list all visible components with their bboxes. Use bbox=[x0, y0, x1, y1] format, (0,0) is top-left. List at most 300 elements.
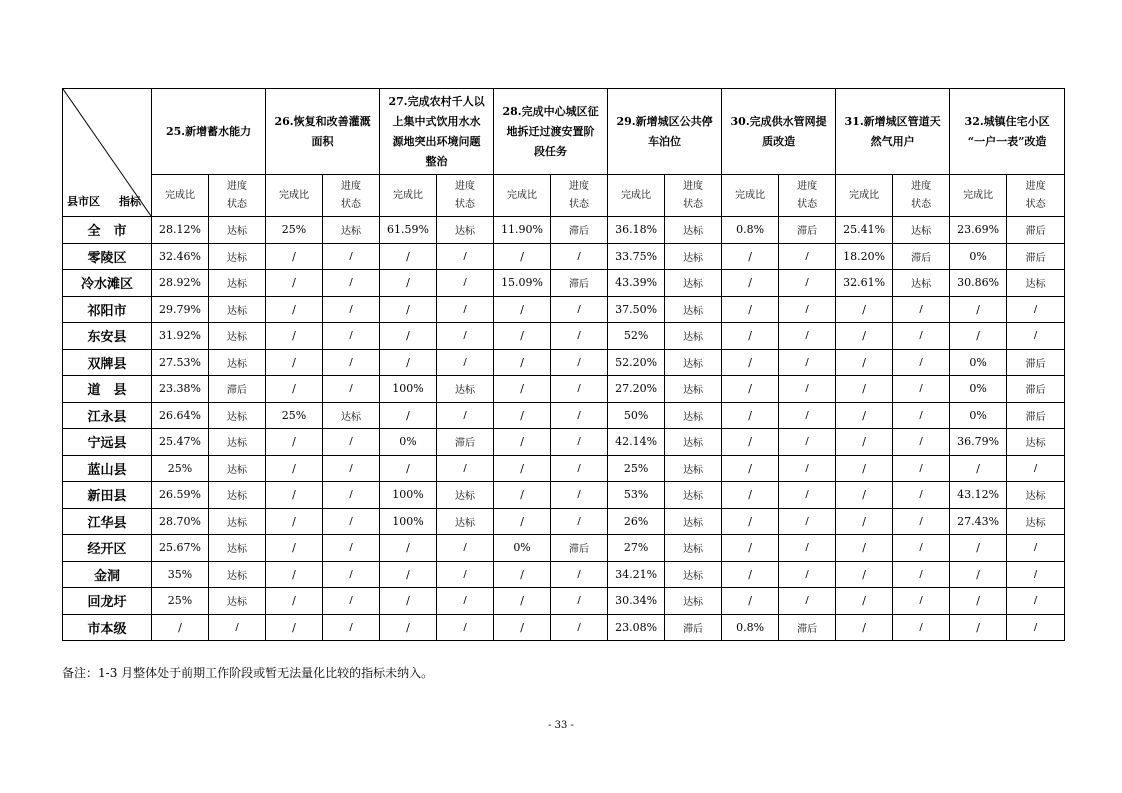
ratio-cell: 52.20% bbox=[608, 349, 665, 376]
status-cell: 滞后 bbox=[551, 217, 608, 244]
ratio-cell: 53% bbox=[608, 482, 665, 509]
ratio-cell: / bbox=[836, 482, 893, 509]
status-cell: / bbox=[893, 402, 950, 429]
region-axis-label: 县市区 bbox=[67, 195, 100, 208]
ratio-cell: / bbox=[722, 561, 779, 588]
ratio-cell: / bbox=[380, 561, 437, 588]
ratio-cell: 0% bbox=[950, 376, 1007, 403]
status-subheader: 进度 状态 bbox=[1007, 175, 1065, 217]
status-cell: / bbox=[323, 296, 380, 323]
status-cell: / bbox=[323, 323, 380, 350]
status-cell: / bbox=[1007, 296, 1065, 323]
status-cell: / bbox=[779, 402, 836, 429]
ratio-cell: / bbox=[494, 429, 551, 456]
ratio-cell: / bbox=[266, 376, 323, 403]
ratio-cell: 0% bbox=[494, 535, 551, 562]
ratio-cell: / bbox=[722, 588, 779, 615]
ratio-cell: / bbox=[722, 296, 779, 323]
status-cell: 达标 bbox=[665, 296, 722, 323]
ratio-cell: 42.14% bbox=[608, 429, 665, 456]
status-cell: / bbox=[323, 508, 380, 535]
ratio-cell: 100% bbox=[380, 376, 437, 403]
status-cell: / bbox=[1007, 323, 1065, 350]
ratio-cell: / bbox=[494, 243, 551, 270]
status-cell: / bbox=[323, 429, 380, 456]
region-cell: 全 市 bbox=[63, 217, 152, 244]
region-cell: 市本级 bbox=[63, 614, 152, 641]
ratio-cell: / bbox=[266, 323, 323, 350]
region-cell: 双牌县 bbox=[63, 349, 152, 376]
ratio-cell: 26.64% bbox=[152, 402, 209, 429]
ratio-cell: / bbox=[836, 561, 893, 588]
status-cell: 滞后 bbox=[1007, 402, 1065, 429]
status-cell: 达标 bbox=[209, 349, 266, 376]
status-cell: 滞后 bbox=[551, 270, 608, 297]
status-cell: / bbox=[437, 455, 494, 482]
status-cell: 达标 bbox=[437, 217, 494, 244]
ratio-cell: / bbox=[266, 243, 323, 270]
status-cell: / bbox=[551, 588, 608, 615]
ratio-cell: / bbox=[266, 349, 323, 376]
status-cell: / bbox=[323, 270, 380, 297]
region-cell: 金洞 bbox=[63, 561, 152, 588]
ratio-cell: 18.20% bbox=[836, 243, 893, 270]
status-cell: / bbox=[437, 535, 494, 562]
ratio-cell: / bbox=[722, 376, 779, 403]
ratio-cell: / bbox=[950, 561, 1007, 588]
ratio-cell: 25% bbox=[266, 402, 323, 429]
status-cell: / bbox=[551, 614, 608, 641]
status-cell: 达标 bbox=[665, 561, 722, 588]
ratio-cell: 34.21% bbox=[608, 561, 665, 588]
status-cell: / bbox=[323, 561, 380, 588]
ratio-cell: / bbox=[836, 535, 893, 562]
table-row bbox=[63, 561, 1065, 588]
ratio-cell: 32.61% bbox=[836, 270, 893, 297]
ratio-cell: 0.8% bbox=[722, 217, 779, 244]
status-cell: 达标 bbox=[209, 270, 266, 297]
ratio-cell: / bbox=[494, 323, 551, 350]
ratio-cell: 15.09% bbox=[494, 270, 551, 297]
status-cell: 达标 bbox=[665, 217, 722, 244]
status-cell: / bbox=[437, 614, 494, 641]
status-cell: / bbox=[551, 508, 608, 535]
status-cell: / bbox=[209, 614, 266, 641]
ratio-cell: 27.53% bbox=[152, 349, 209, 376]
sub-header-row bbox=[63, 175, 1065, 217]
ratio-cell: 25.67% bbox=[152, 535, 209, 562]
region-cell: 经开区 bbox=[63, 535, 152, 562]
ratio-cell: / bbox=[950, 296, 1007, 323]
status-cell: / bbox=[893, 588, 950, 615]
status-cell: / bbox=[779, 296, 836, 323]
status-cell: 达标 bbox=[665, 349, 722, 376]
status-cell: / bbox=[1007, 455, 1065, 482]
ratio-cell: / bbox=[722, 323, 779, 350]
status-cell: / bbox=[323, 376, 380, 403]
status-cell: / bbox=[323, 455, 380, 482]
status-cell: / bbox=[1007, 614, 1065, 641]
ratio-subheader: 完成比 bbox=[494, 175, 551, 217]
status-cell: 达标 bbox=[893, 217, 950, 244]
status-cell: / bbox=[323, 482, 380, 509]
ratio-cell: / bbox=[494, 402, 551, 429]
ratio-cell: 0% bbox=[950, 349, 1007, 376]
indicator-header: 29.新增城区公共停 车泊位 bbox=[608, 89, 722, 175]
ratio-cell: 25% bbox=[152, 455, 209, 482]
table-row bbox=[63, 402, 1065, 429]
ratio-cell: / bbox=[722, 429, 779, 456]
ratio-cell: / bbox=[836, 402, 893, 429]
ratio-cell: 0% bbox=[950, 402, 1007, 429]
status-cell: 滞后 bbox=[1007, 243, 1065, 270]
footnote: 备注：1-3 月整体处于前期工作阶段或暂无法量化比较的指标未纳入。 bbox=[62, 666, 434, 680]
status-cell: 达标 bbox=[665, 429, 722, 456]
status-cell: / bbox=[1007, 561, 1065, 588]
status-cell: / bbox=[323, 535, 380, 562]
ratio-cell: / bbox=[494, 588, 551, 615]
status-cell: / bbox=[1007, 535, 1065, 562]
ratio-cell: / bbox=[950, 455, 1007, 482]
ratio-cell: / bbox=[950, 535, 1007, 562]
status-cell: / bbox=[437, 296, 494, 323]
status-cell: 达标 bbox=[665, 402, 722, 429]
status-cell: 达标 bbox=[665, 455, 722, 482]
ratio-cell: / bbox=[722, 349, 779, 376]
status-cell: 滞后 bbox=[1007, 376, 1065, 403]
status-cell: 达标 bbox=[665, 323, 722, 350]
ratio-cell: / bbox=[836, 455, 893, 482]
ratio-cell: 23.38% bbox=[152, 376, 209, 403]
status-cell: 达标 bbox=[209, 588, 266, 615]
status-cell: / bbox=[551, 455, 608, 482]
status-cell: / bbox=[323, 588, 380, 615]
status-subheader: 进度 状态 bbox=[779, 175, 836, 217]
status-cell: 达标 bbox=[209, 535, 266, 562]
status-subheader: 进度 状态 bbox=[323, 175, 380, 217]
region-cell: 江永县 bbox=[63, 402, 152, 429]
ratio-cell: / bbox=[266, 429, 323, 456]
table-row bbox=[63, 482, 1065, 509]
status-cell: 达标 bbox=[665, 482, 722, 509]
status-cell: / bbox=[551, 561, 608, 588]
table-row bbox=[63, 455, 1065, 482]
ratio-cell: 25.47% bbox=[152, 429, 209, 456]
indicator-header: 26.恢复和改善灌溉 面积 bbox=[266, 89, 380, 175]
status-cell: / bbox=[551, 296, 608, 323]
ratio-cell: / bbox=[836, 429, 893, 456]
status-cell: 滞后 bbox=[779, 614, 836, 641]
status-cell: / bbox=[551, 243, 608, 270]
ratio-cell: / bbox=[380, 614, 437, 641]
status-cell: 滞后 bbox=[779, 217, 836, 244]
ratio-cell: 23.08% bbox=[608, 614, 665, 641]
status-cell: 达标 bbox=[893, 270, 950, 297]
region-cell: 新田县 bbox=[63, 482, 152, 509]
status-cell: 达标 bbox=[1007, 270, 1065, 297]
status-cell: 达标 bbox=[209, 508, 266, 535]
region-cell: 道 县 bbox=[63, 376, 152, 403]
ratio-subheader: 完成比 bbox=[950, 175, 1007, 217]
status-cell: / bbox=[437, 323, 494, 350]
ratio-cell: / bbox=[380, 402, 437, 429]
table-row bbox=[63, 217, 1065, 244]
ratio-cell: / bbox=[836, 296, 893, 323]
ratio-cell: / bbox=[494, 349, 551, 376]
ratio-cell: / bbox=[836, 588, 893, 615]
status-cell: / bbox=[1007, 588, 1065, 615]
ratio-cell: / bbox=[266, 482, 323, 509]
status-cell: / bbox=[779, 429, 836, 456]
ratio-cell: 33.75% bbox=[608, 243, 665, 270]
region-cell: 蓝山县 bbox=[63, 455, 152, 482]
ratio-cell: 36.79% bbox=[950, 429, 1007, 456]
ratio-cell: / bbox=[950, 614, 1007, 641]
region-cell: 零陵区 bbox=[63, 243, 152, 270]
ratio-cell: / bbox=[380, 296, 437, 323]
ratio-cell: 25.41% bbox=[836, 217, 893, 244]
status-cell: / bbox=[779, 561, 836, 588]
status-cell: 达标 bbox=[209, 402, 266, 429]
status-cell: 达标 bbox=[437, 482, 494, 509]
region-cell: 冷水滩区 bbox=[63, 270, 152, 297]
ratio-cell: 0% bbox=[380, 429, 437, 456]
status-cell: 达标 bbox=[665, 376, 722, 403]
status-cell: / bbox=[893, 296, 950, 323]
table-row bbox=[63, 296, 1065, 323]
status-cell: / bbox=[893, 482, 950, 509]
status-cell: 达标 bbox=[209, 561, 266, 588]
table-row bbox=[63, 243, 1065, 270]
ratio-cell: / bbox=[494, 296, 551, 323]
ratio-cell: / bbox=[950, 323, 1007, 350]
ratio-cell: / bbox=[494, 614, 551, 641]
status-cell: / bbox=[551, 376, 608, 403]
status-cell: 滞后 bbox=[893, 243, 950, 270]
ratio-cell: / bbox=[950, 588, 1007, 615]
status-cell: / bbox=[779, 243, 836, 270]
status-cell: / bbox=[779, 482, 836, 509]
status-cell: 达标 bbox=[209, 482, 266, 509]
status-cell: / bbox=[779, 588, 836, 615]
status-cell: / bbox=[323, 349, 380, 376]
ratio-cell: / bbox=[266, 614, 323, 641]
ratio-cell: 37.50% bbox=[608, 296, 665, 323]
ratio-cell: / bbox=[494, 561, 551, 588]
ratio-subheader: 完成比 bbox=[266, 175, 323, 217]
table-row bbox=[63, 349, 1065, 376]
ratio-cell: 61.59% bbox=[380, 217, 437, 244]
ratio-cell: 28.70% bbox=[152, 508, 209, 535]
status-cell: 滞后 bbox=[437, 429, 494, 456]
status-cell: / bbox=[893, 376, 950, 403]
indicator-header: 31.新增城区管道天 然气用户 bbox=[836, 89, 950, 175]
ratio-cell: / bbox=[266, 296, 323, 323]
ratio-cell: / bbox=[380, 270, 437, 297]
indicator-header: 30.完成供水管网提 质改造 bbox=[722, 89, 836, 175]
ratio-cell: / bbox=[494, 508, 551, 535]
ratio-cell: / bbox=[722, 270, 779, 297]
ratio-cell: / bbox=[380, 349, 437, 376]
ratio-cell: / bbox=[266, 588, 323, 615]
ratio-cell: / bbox=[836, 376, 893, 403]
status-cell: / bbox=[437, 402, 494, 429]
ratio-cell: 43.12% bbox=[950, 482, 1007, 509]
status-cell: / bbox=[893, 614, 950, 641]
ratio-cell: / bbox=[722, 402, 779, 429]
ratio-cell: / bbox=[266, 561, 323, 588]
table-row bbox=[63, 614, 1065, 641]
ratio-subheader: 完成比 bbox=[380, 175, 437, 217]
status-cell: / bbox=[437, 349, 494, 376]
status-cell: / bbox=[551, 349, 608, 376]
ratio-cell: 27.20% bbox=[608, 376, 665, 403]
ratio-cell: / bbox=[722, 243, 779, 270]
status-cell: 达标 bbox=[665, 508, 722, 535]
ratio-cell: 28.12% bbox=[152, 217, 209, 244]
status-cell: / bbox=[779, 349, 836, 376]
status-cell: / bbox=[437, 243, 494, 270]
status-cell: / bbox=[893, 429, 950, 456]
ratio-cell: / bbox=[380, 455, 437, 482]
ratio-cell: / bbox=[836, 323, 893, 350]
indicator-header: 32.城镇住宅小区 “一户一表”改造 bbox=[950, 89, 1065, 175]
ratio-cell: 36.18% bbox=[608, 217, 665, 244]
ratio-cell: / bbox=[836, 349, 893, 376]
ratio-cell: 23.69% bbox=[950, 217, 1007, 244]
status-cell: 达标 bbox=[665, 243, 722, 270]
status-cell: / bbox=[437, 270, 494, 297]
ratio-cell: 30.34% bbox=[608, 588, 665, 615]
table-row bbox=[63, 429, 1065, 456]
status-cell: 达标 bbox=[323, 217, 380, 244]
indicator-header: 27.完成农村千人以 上集中式饮用水水 源地突出环境问题 整治 bbox=[380, 89, 494, 175]
ratio-cell: 0.8% bbox=[722, 614, 779, 641]
ratio-cell: 27% bbox=[608, 535, 665, 562]
status-cell: / bbox=[437, 588, 494, 615]
table-row bbox=[63, 376, 1065, 403]
status-cell: / bbox=[779, 376, 836, 403]
status-cell: / bbox=[779, 323, 836, 350]
ratio-cell: 27.43% bbox=[950, 508, 1007, 535]
ratio-cell: / bbox=[152, 614, 209, 641]
ratio-cell: / bbox=[266, 508, 323, 535]
ratio-cell: / bbox=[836, 614, 893, 641]
ratio-cell: / bbox=[722, 482, 779, 509]
ratio-cell: / bbox=[266, 455, 323, 482]
status-cell: 达标 bbox=[437, 376, 494, 403]
status-cell: 达标 bbox=[323, 402, 380, 429]
ratio-subheader: 完成比 bbox=[836, 175, 893, 217]
ratio-cell: / bbox=[380, 588, 437, 615]
region-cell: 江华县 bbox=[63, 508, 152, 535]
ratio-cell: / bbox=[494, 376, 551, 403]
ratio-cell: 100% bbox=[380, 508, 437, 535]
status-cell: / bbox=[551, 323, 608, 350]
indicator-header: 25.新增蓄水能力 bbox=[152, 89, 266, 175]
corner-header-cell bbox=[63, 89, 152, 217]
ratio-cell: 52% bbox=[608, 323, 665, 350]
status-cell: / bbox=[893, 508, 950, 535]
ratio-cell: / bbox=[266, 535, 323, 562]
ratio-cell: 32.46% bbox=[152, 243, 209, 270]
table-row bbox=[63, 588, 1065, 615]
ratio-cell: 35% bbox=[152, 561, 209, 588]
region-cell: 祁阳市 bbox=[63, 296, 152, 323]
status-cell: 达标 bbox=[1007, 482, 1065, 509]
status-cell: 达标 bbox=[209, 243, 266, 270]
status-cell: / bbox=[551, 482, 608, 509]
ratio-cell: 31.92% bbox=[152, 323, 209, 350]
ratio-cell: / bbox=[266, 270, 323, 297]
ratio-subheader: 完成比 bbox=[152, 175, 209, 217]
ratio-cell: / bbox=[494, 482, 551, 509]
ratio-cell: / bbox=[380, 535, 437, 562]
ratio-cell: 11.90% bbox=[494, 217, 551, 244]
ratio-cell: / bbox=[494, 455, 551, 482]
ratio-cell: 26.59% bbox=[152, 482, 209, 509]
status-cell: 滞后 bbox=[551, 535, 608, 562]
status-cell: 达标 bbox=[209, 296, 266, 323]
ratio-cell: / bbox=[836, 508, 893, 535]
status-cell: 滞后 bbox=[209, 376, 266, 403]
ratio-cell: 50% bbox=[608, 402, 665, 429]
ratio-cell: 26% bbox=[608, 508, 665, 535]
status-subheader: 进度 状态 bbox=[209, 175, 266, 217]
ratio-cell: / bbox=[380, 323, 437, 350]
status-cell: 达标 bbox=[437, 508, 494, 535]
status-cell: 达标 bbox=[209, 217, 266, 244]
indicator-header-row bbox=[63, 89, 1065, 175]
status-cell: 达标 bbox=[665, 588, 722, 615]
ratio-subheader: 完成比 bbox=[722, 175, 779, 217]
table-row bbox=[63, 508, 1065, 535]
ratio-cell: 28.92% bbox=[152, 270, 209, 297]
ratio-subheader: 完成比 bbox=[608, 175, 665, 217]
status-cell: / bbox=[323, 243, 380, 270]
region-cell: 东安县 bbox=[63, 323, 152, 350]
status-cell: 达标 bbox=[1007, 429, 1065, 456]
indicator-table bbox=[62, 88, 1065, 641]
status-cell: / bbox=[893, 535, 950, 562]
status-cell: / bbox=[779, 508, 836, 535]
ratio-cell: 0% bbox=[950, 243, 1007, 270]
status-cell: 达标 bbox=[665, 270, 722, 297]
status-subheader: 进度 状态 bbox=[893, 175, 950, 217]
ratio-cell: / bbox=[722, 508, 779, 535]
ratio-cell: 30.86% bbox=[950, 270, 1007, 297]
ratio-cell: / bbox=[380, 243, 437, 270]
ratio-cell: 25% bbox=[266, 217, 323, 244]
status-cell: 达标 bbox=[209, 455, 266, 482]
status-cell: / bbox=[551, 402, 608, 429]
indicator-header: 28.完成中心城区征 地拆迁过渡安置阶 段任务 bbox=[494, 89, 608, 175]
status-cell: 达标 bbox=[209, 429, 266, 456]
status-cell: 滞后 bbox=[1007, 349, 1065, 376]
ratio-cell: / bbox=[722, 455, 779, 482]
status-cell: 达标 bbox=[1007, 508, 1065, 535]
status-subheader: 进度 状态 bbox=[665, 175, 722, 217]
status-subheader: 进度 状态 bbox=[437, 175, 494, 217]
ratio-cell: 100% bbox=[380, 482, 437, 509]
region-cell: 回龙圩 bbox=[63, 588, 152, 615]
table-row bbox=[63, 535, 1065, 562]
indicator-axis-label: 指标 bbox=[119, 195, 141, 208]
status-cell: / bbox=[323, 614, 380, 641]
status-cell: 滞后 bbox=[665, 614, 722, 641]
status-cell: / bbox=[893, 561, 950, 588]
table-row bbox=[63, 270, 1065, 297]
